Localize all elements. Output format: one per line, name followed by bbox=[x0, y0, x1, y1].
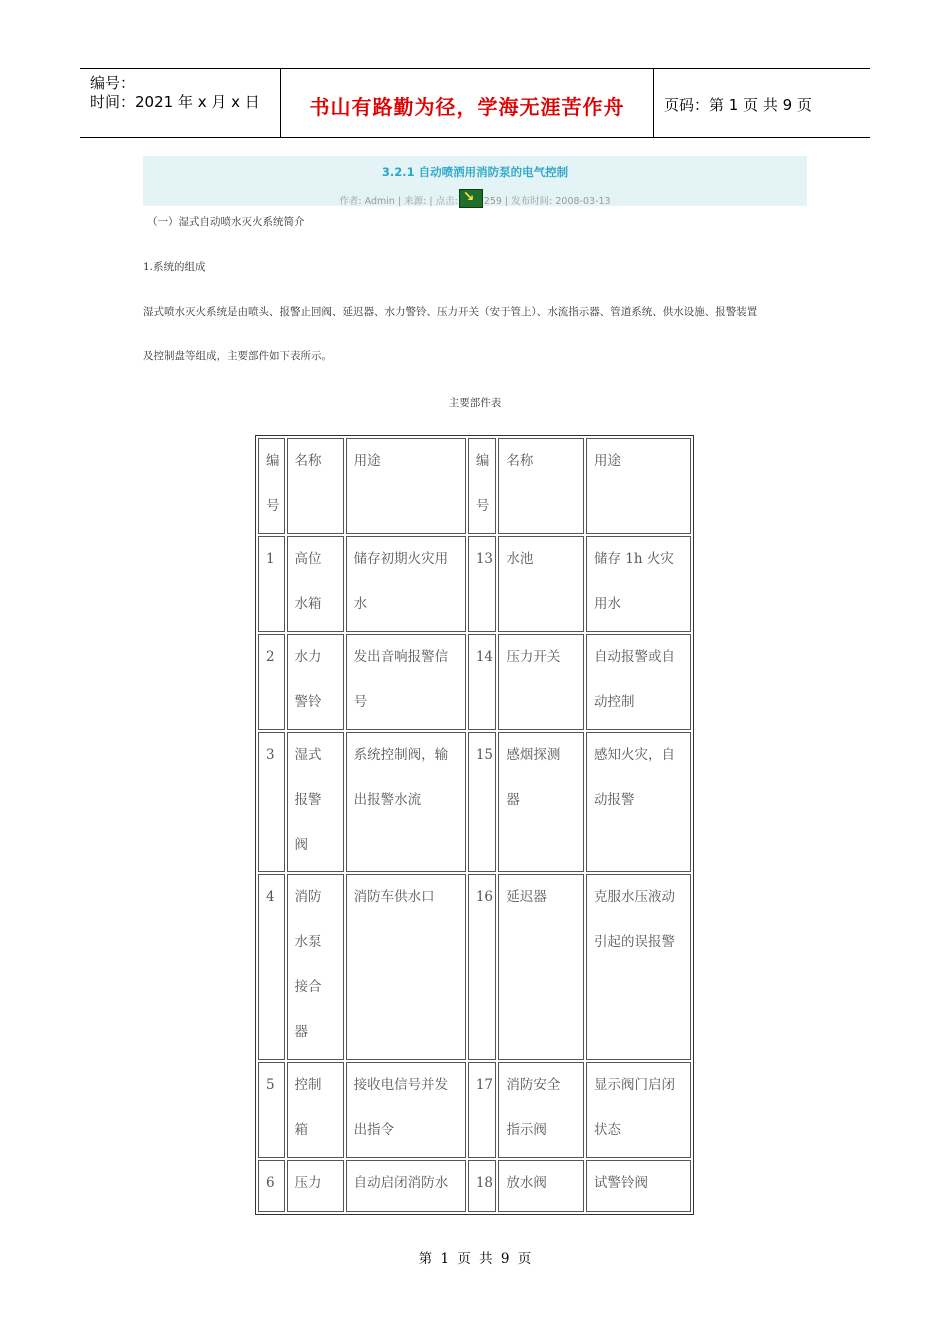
table-cell bbox=[586, 1160, 691, 1212]
cell-text-line: 动控制 bbox=[593, 694, 635, 710]
cell-text-line: 引起的误报警 bbox=[593, 934, 675, 950]
table-cell bbox=[258, 634, 285, 730]
meta-before: 作者: Admin | 来源: | 点击: bbox=[339, 196, 458, 207]
cell-text-line: 用水 bbox=[593, 596, 621, 612]
table-cell bbox=[346, 536, 466, 632]
table-row bbox=[258, 1160, 691, 1212]
table-row bbox=[258, 536, 691, 632]
cell-text-line: 高位 bbox=[294, 551, 322, 567]
cell-text-line: 发出音响报警信 bbox=[353, 649, 449, 665]
cell-text-line: 延迟器 bbox=[506, 889, 547, 905]
table-caption: 主要部件表 bbox=[448, 397, 502, 409]
table-cell bbox=[498, 1062, 584, 1158]
cell-text-line: 储存初期火灾用 bbox=[353, 551, 449, 567]
cell-text-line: 状态 bbox=[593, 1122, 621, 1138]
paragraph-line-2: 及控制盘等组成，主要部件如下表所示。 bbox=[143, 350, 332, 362]
table-cell bbox=[498, 874, 584, 1060]
table-cell bbox=[586, 732, 691, 872]
table-cell bbox=[468, 732, 497, 872]
number-label: 编号： bbox=[90, 74, 136, 92]
article-title-band bbox=[143, 156, 807, 206]
table-cell bbox=[287, 536, 344, 632]
cell-text-line: 号 bbox=[266, 498, 280, 514]
cell-text-line: 水池 bbox=[506, 551, 534, 567]
cell-text-line: 箱 bbox=[294, 1122, 308, 1138]
article-meta bbox=[143, 189, 807, 208]
table-row bbox=[258, 634, 691, 730]
table-cell bbox=[346, 1062, 466, 1158]
header-page-cell bbox=[654, 69, 870, 137]
cell-text-line: 系统控制阀，输 bbox=[353, 747, 449, 763]
cell-text-line: 5 bbox=[266, 1077, 275, 1093]
table-cell bbox=[346, 732, 466, 872]
table-cell bbox=[258, 1160, 285, 1212]
cell-text-line: 消防安全 bbox=[506, 1077, 561, 1093]
paragraph-line-1: 湿式喷水灭火系统是由喷头、报警止回阀、延迟器、水力警铃、压力开关（安于管上）、水流指示器、管道系统、供水设施、报警装置 bbox=[143, 306, 758, 318]
table-cell bbox=[498, 536, 584, 632]
article-title: 3.2.1 自动喷洒用消防泵的电气控制 bbox=[381, 165, 569, 179]
table-cell bbox=[498, 634, 584, 730]
cell-text-line: 16 bbox=[475, 889, 494, 905]
cell-text-line: 压力开关 bbox=[506, 649, 561, 665]
table-cell bbox=[258, 874, 285, 1060]
cell-text-line: 自动启闭消防水 bbox=[353, 1175, 449, 1191]
cell-text-line: 名称 bbox=[506, 453, 534, 469]
page-label: 页码：第 1 页 共 9 页 bbox=[664, 96, 812, 114]
page-header bbox=[80, 68, 870, 138]
cell-text-line: 15 bbox=[475, 747, 494, 763]
section-heading: （一）湿式自动喷水灭火系统简介 bbox=[147, 216, 305, 228]
cell-text-line: 1 bbox=[266, 551, 275, 567]
table-cell bbox=[468, 874, 497, 1060]
table-header-cell bbox=[498, 438, 584, 534]
cell-text-line: 水力 bbox=[294, 649, 322, 665]
cell-text-line: 用途 bbox=[593, 453, 621, 469]
meta-after: 259 | 发布时间: 2008-03-13 bbox=[483, 196, 611, 207]
cell-text-line: 储存 1h 火灾 bbox=[593, 551, 674, 567]
table-row bbox=[258, 1062, 691, 1158]
cell-text-line: 器 bbox=[506, 792, 520, 808]
table-cell bbox=[287, 1160, 344, 1212]
cell-text-line: 用途 bbox=[353, 453, 381, 469]
cell-text-line: 指示阀 bbox=[506, 1122, 547, 1138]
table-cell bbox=[258, 536, 285, 632]
page-footer: 第 1 页 共 9 页 bbox=[418, 1251, 532, 1267]
cell-text-line: 18 bbox=[475, 1175, 494, 1191]
table-cell bbox=[586, 536, 691, 632]
table-cell bbox=[468, 634, 497, 730]
cell-text-line: 4 bbox=[266, 889, 275, 905]
cell-text-line: 动报警 bbox=[593, 792, 635, 808]
cell-text-line: 消防车供水口 bbox=[353, 889, 435, 905]
table-cell bbox=[258, 1062, 285, 1158]
cell-text-line: 6 bbox=[266, 1175, 275, 1191]
table-cell bbox=[468, 1062, 497, 1158]
cell-text-line: 器 bbox=[294, 1024, 308, 1040]
cell-text-line: 水 bbox=[353, 596, 368, 612]
cell-text-line: 消防 bbox=[294, 889, 322, 905]
cell-text-line: 编 bbox=[475, 453, 490, 469]
table-header-cell bbox=[586, 438, 691, 534]
cell-text-line: 17 bbox=[475, 1077, 494, 1093]
table-cell bbox=[586, 1062, 691, 1158]
cell-text-line: 出报警水流 bbox=[353, 792, 422, 808]
table-cell bbox=[287, 874, 344, 1060]
cell-text-line: 放水阀 bbox=[506, 1175, 547, 1191]
cell-text-line: 名称 bbox=[294, 453, 322, 469]
cell-text-line: 编 bbox=[266, 453, 280, 469]
cell-text-line: 3 bbox=[266, 747, 275, 763]
table-header-row bbox=[258, 438, 691, 534]
cell-text-line: 水箱 bbox=[294, 596, 322, 612]
click-count-icon bbox=[459, 189, 483, 208]
table-cell bbox=[346, 874, 466, 1060]
cell-text-line: 自动报警或自 bbox=[593, 649, 675, 665]
cell-text-line: 13 bbox=[475, 551, 494, 567]
cell-text-line: 克服水压液动 bbox=[593, 889, 675, 905]
cell-text-line: 显示阀门启闭 bbox=[593, 1077, 675, 1093]
cell-text-line: 号 bbox=[353, 694, 368, 710]
table-cell bbox=[498, 732, 584, 872]
table-row bbox=[258, 732, 691, 872]
table-cell bbox=[468, 536, 497, 632]
table-cell bbox=[586, 874, 691, 1060]
cell-text-line: 湿式 bbox=[294, 747, 322, 763]
header-info-cell bbox=[80, 69, 281, 137]
table-header-cell bbox=[468, 438, 497, 534]
cell-text-line: 警铃 bbox=[294, 694, 322, 710]
cell-text-line: 水泵 bbox=[294, 934, 322, 950]
table-cell bbox=[287, 1062, 344, 1158]
header-motto-cell bbox=[281, 69, 654, 137]
cell-text-line: 感烟探测 bbox=[506, 747, 561, 763]
table-header-cell bbox=[346, 438, 466, 534]
cell-text-line: 感知火灾，自 bbox=[593, 747, 675, 763]
cell-text-line: 接合 bbox=[294, 979, 322, 995]
table-cell bbox=[287, 634, 344, 730]
cell-text-line: 2 bbox=[266, 649, 275, 665]
subsection-heading: 1.系统的组成 bbox=[143, 261, 206, 273]
table-row bbox=[258, 874, 691, 1060]
table-cell bbox=[586, 634, 691, 730]
table-cell bbox=[498, 1160, 584, 1212]
cell-text-line: 控制 bbox=[294, 1077, 322, 1093]
motto: 书山有路勤为径，学海无涯苦作舟 bbox=[309, 95, 625, 119]
components-table bbox=[255, 435, 694, 1215]
cell-text-line: 压力 bbox=[294, 1175, 322, 1191]
table-cell bbox=[346, 634, 466, 730]
table-cell bbox=[287, 732, 344, 872]
cell-text-line: 14 bbox=[475, 649, 494, 665]
table-header-cell bbox=[287, 438, 344, 534]
cell-text-line: 报警 bbox=[294, 792, 322, 808]
table-cell bbox=[258, 732, 285, 872]
table-cell bbox=[346, 1160, 466, 1212]
cell-text-line: 号 bbox=[475, 498, 490, 514]
cell-text-line: 接收电信号并发 bbox=[353, 1077, 449, 1093]
table-header-cell bbox=[258, 438, 285, 534]
table-cell bbox=[468, 1160, 497, 1212]
cell-text-line: 试警铃阀 bbox=[593, 1175, 648, 1191]
cell-text-line: 出指令 bbox=[353, 1122, 395, 1138]
cell-text-line: 阀 bbox=[294, 837, 308, 853]
time-label: 时间：2021 年 x 月 x 日 bbox=[90, 93, 260, 111]
